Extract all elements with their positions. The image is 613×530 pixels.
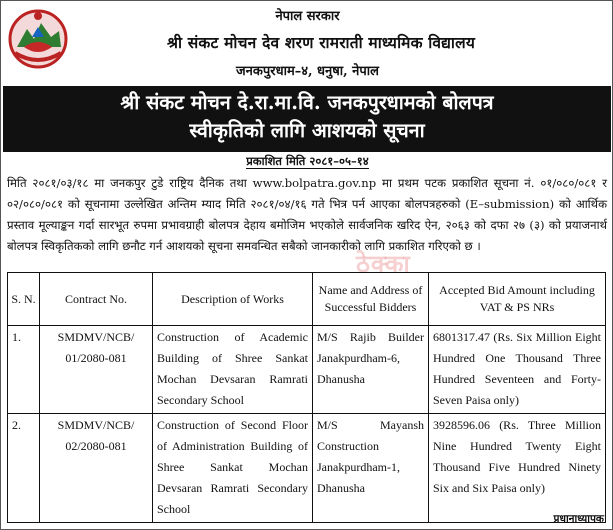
school-name: श्री संकट मोचन देव शरण रामराती माध्यमिक विद्यालय bbox=[166, 33, 476, 52]
header-contract: Contract No. bbox=[40, 273, 153, 326]
cell-sn: 2. bbox=[8, 414, 40, 523]
cell-contract: SMDMV/NCB/ 02/2080-081 bbox=[40, 414, 153, 523]
banner-title-line2: स्वीकृतिको लागि आशयको सूचना bbox=[189, 119, 425, 142]
cell-bidder: M/S Rajib Builder Janakpurdham-6, Dhanusha bbox=[313, 326, 429, 414]
header-sn: S. N. bbox=[8, 273, 40, 326]
principal-signature-label: प्रधानाध्यापक bbox=[553, 513, 604, 525]
government-label: नेपाल सरकार bbox=[275, 9, 340, 24]
cell-description: Construction of Academic Building of Shree Sankat Mochan Devsaran Ramrati Secondary School bbox=[153, 326, 313, 414]
table-header-row bbox=[8, 273, 606, 326]
header-bidder: Name and Address of Successful Bidders bbox=[313, 273, 429, 326]
published-date bbox=[1, 154, 613, 169]
notice-body: मिति २०८१/०३/१८ मा जनकपुर टुडे राष्ट्रिय दैनिक तथा www.bolpatra.gov.np मा प्रथम पटक प्रकाशित सूचना नं. ०१/०८०/०८१ र ०२/०८०/०८१ को सूचनामा उल्लेखित अन्तिम म्याद मिति २०८१/०४/१६ गते भित्र पर्न आएका बोलपत्रहरुको (E–submission) को आर्थिक प्रस्ताव मूल्याङ्कन गर्दा सारभूत रुपमा प्रभावग्राही बोलपत्र देहाय बमोजिम भएकोले सार्वजनिक खरिद ऐन, २०६३ को दफा २७ (३) को प्रयाजनार्थ बोलपत्र स्विकृतिकको लागि छनौट गर्न आशयको सूचना समवन्धित सबैको जानकारीको लागि प्रकाशित गरिएको छ । bbox=[7, 176, 607, 253]
banner-title-line1: श्री संकट मोचन दे.रा.मा.वि. जनकपुरधामको बोलपत्र bbox=[120, 91, 494, 114]
notice-banner bbox=[3, 86, 611, 152]
cell-description: Construction of Second Floor of Administration Building of Shree Sankat Mochan Devsaran Ramrati Secondary School bbox=[153, 414, 313, 523]
table-row bbox=[8, 414, 606, 523]
header-amount: Accepted Bid Amount including VAT & PS NRs bbox=[429, 273, 606, 326]
header-description: Description of Works bbox=[153, 273, 313, 326]
bid-table bbox=[7, 272, 606, 523]
watermark-logo: ठेक्का bbox=[356, 250, 411, 278]
cell-amount: 6801317.47 (Rs. Six Million Eight Hundred One Thousand Three Hundred Seventeen and Forty-Seven Paisa only) bbox=[429, 326, 606, 414]
cell-sn: 1. bbox=[8, 326, 40, 414]
cell-amount: 3928596.06 (Rs. Three Million Nine Hundred Twenty Eight Thousand Five Hundred Ninety Six and Six Paisa only) bbox=[429, 414, 606, 523]
cell-bidder: M/S Mayansh Construction Janakpurdham-1, Dhanusha bbox=[313, 414, 429, 523]
school-address: जनकपुरधाम–४, धनुषा, नेपाल bbox=[236, 64, 379, 79]
table-row bbox=[8, 326, 606, 414]
published-date-text: प्रकाशित मिति २०८१–०५–१४ bbox=[246, 154, 369, 168]
cell-contract: SMDMV/NCB/ 01/2080-081 bbox=[40, 326, 153, 414]
